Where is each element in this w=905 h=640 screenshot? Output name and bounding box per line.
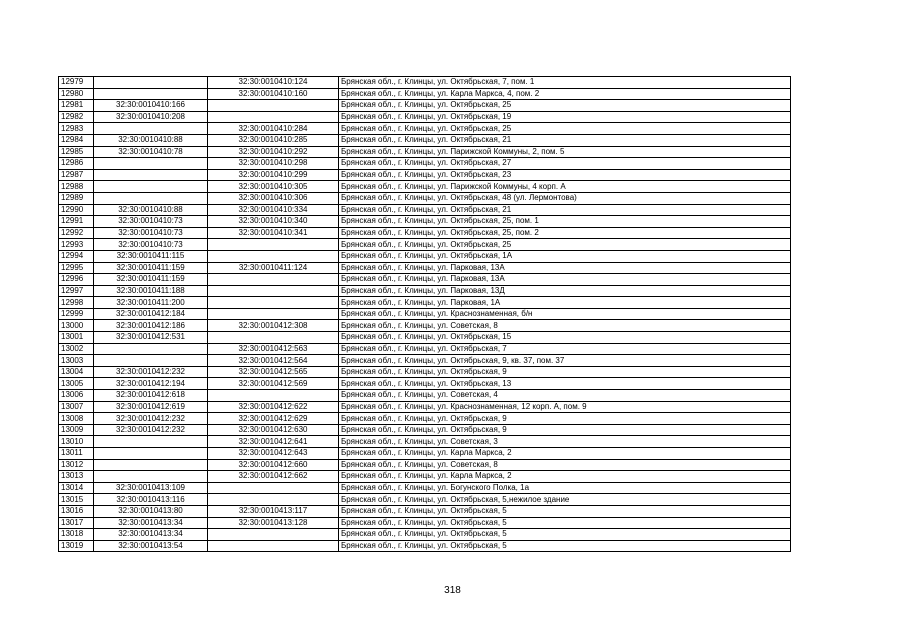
address-cell: Брянская обл., г. Клинцы, ул. Октябрьская, 13 — [339, 378, 791, 390]
table-row — [59, 181, 791, 193]
land-cadastral-number-cell: 32:30:0010413:54 — [94, 540, 208, 552]
address-cell: Брянская обл., г. Клинцы, ул. Карла Маркса, 2 — [339, 471, 791, 483]
land-cadastral-number-cell: 32:30:0010412:531 — [94, 332, 208, 344]
object-cadastral-number-cell: 32:30:0010410:284 — [208, 123, 339, 135]
object-cadastral-number-cell — [208, 332, 339, 344]
land-cadastral-number-cell — [94, 192, 208, 204]
address-cell: Брянская обл., г. Клинцы, ул. Парковая, 13А — [339, 262, 791, 274]
row-number-cell: 12993 — [59, 239, 94, 251]
object-cadastral-number-cell: 32:30:0010412:660 — [208, 459, 339, 471]
land-cadastral-number-cell: 32:30:0010410:208 — [94, 111, 208, 123]
land-cadastral-number-cell: 32:30:0010412:186 — [94, 320, 208, 332]
table-row — [59, 169, 791, 181]
address-cell: Брянская обл., г. Клинцы, ул. Октябрьская, 23 — [339, 169, 791, 181]
table-row — [59, 494, 791, 506]
address-cell: Брянская обл., г. Клинцы, ул. Парижской Коммуны, 4 корп. А — [339, 181, 791, 193]
row-number-cell: 13000 — [59, 320, 94, 332]
land-cadastral-number-cell — [94, 123, 208, 135]
table-row — [59, 471, 791, 483]
land-cadastral-number-cell: 32:30:0010413:34 — [94, 517, 208, 529]
object-cadastral-number-cell: 32:30:0010410:292 — [208, 146, 339, 158]
land-cadastral-number-cell: 32:30:0010412:618 — [94, 390, 208, 402]
row-number-cell: 13001 — [59, 332, 94, 344]
table-row — [59, 146, 791, 158]
row-number-cell: 12981 — [59, 100, 94, 112]
object-cadastral-number-cell: 32:30:0010412:308 — [208, 320, 339, 332]
row-number-cell: 12999 — [59, 308, 94, 320]
address-cell: Брянская обл., г. Клинцы, ул. Октябрьская, 25 — [339, 123, 791, 135]
object-cadastral-number-cell: 32:30:0010413:117 — [208, 505, 339, 517]
table-row — [59, 459, 791, 471]
table-row — [59, 111, 791, 123]
address-cell: Брянская обл., г. Клинцы, ул. Октябрьская, 25, пом. 1 — [339, 216, 791, 228]
address-cell: Брянская обл., г. Клинцы, ул. Октябрьская, 5 — [339, 505, 791, 517]
address-cell: Брянская обл., г. Клинцы, ул. Октябрьская, 5 — [339, 540, 791, 552]
table-row — [59, 274, 791, 286]
row-number-cell: 12990 — [59, 204, 94, 216]
row-number-cell: 13008 — [59, 413, 94, 425]
row-number-cell: 13016 — [59, 505, 94, 517]
row-number-cell: 12985 — [59, 146, 94, 158]
address-cell: Брянская обл., г. Клинцы, ул. Карла Маркса, 2 — [339, 448, 791, 460]
table-row — [59, 262, 791, 274]
object-cadastral-number-cell: 32:30:0010410:341 — [208, 227, 339, 239]
address-cell: Брянская обл., г. Клинцы, ул. Октябрьская, 7 — [339, 343, 791, 355]
land-cadastral-number-cell: 32:30:0010410:88 — [94, 204, 208, 216]
land-cadastral-number-cell: 32:30:0010410:88 — [94, 134, 208, 146]
row-number-cell: 13003 — [59, 355, 94, 367]
row-number-cell: 13007 — [59, 401, 94, 413]
land-cadastral-number-cell: 32:30:0010413:116 — [94, 494, 208, 506]
object-cadastral-number-cell — [208, 239, 339, 251]
address-cell: Брянская обл., г. Клинцы, ул. Краснознаменная, 12 корп. А, пом. 9 — [339, 401, 791, 413]
object-cadastral-number-cell: 32:30:0010413:128 — [208, 517, 339, 529]
row-number-cell: 13004 — [59, 366, 94, 378]
land-cadastral-number-cell: 32:30:0010413:109 — [94, 482, 208, 494]
row-number-cell: 13011 — [59, 448, 94, 460]
address-cell: Брянская обл., г. Клинцы, ул. Октябрьская, 9 — [339, 424, 791, 436]
object-cadastral-number-cell: 32:30:0010410:306 — [208, 192, 339, 204]
row-number-cell: 12989 — [59, 192, 94, 204]
address-cell: Брянская обл., г. Клинцы, ул. Октябрьская, 9 — [339, 413, 791, 425]
address-cell: Брянская обл., г. Клинцы, ул. Октябрьская, 25 — [339, 239, 791, 251]
table-row — [59, 355, 791, 367]
land-cadastral-number-cell — [94, 88, 208, 100]
land-cadastral-number-cell: 32:30:0010412:619 — [94, 401, 208, 413]
address-cell: Брянская обл., г. Клинцы, ул. Октябрьская, 5 — [339, 529, 791, 541]
row-number-cell: 12988 — [59, 181, 94, 193]
row-number-cell: 13012 — [59, 459, 94, 471]
land-cadastral-number-cell — [94, 436, 208, 448]
object-cadastral-number-cell — [208, 250, 339, 262]
cadastral-table-body — [59, 77, 791, 552]
address-cell: Брянская обл., г. Клинцы, ул. Октябрьская, 9, кв. 37, пом. 37 — [339, 355, 791, 367]
table-row — [59, 424, 791, 436]
object-cadastral-number-cell — [208, 494, 339, 506]
row-number-cell: 12980 — [59, 88, 94, 100]
row-number-cell: 12984 — [59, 134, 94, 146]
object-cadastral-number-cell: 32:30:0010412:565 — [208, 366, 339, 378]
table-row — [59, 297, 791, 309]
land-cadastral-number-cell — [94, 77, 208, 89]
row-number-cell: 12994 — [59, 250, 94, 262]
object-cadastral-number-cell: 32:30:0010412:564 — [208, 355, 339, 367]
address-cell: Брянская обл., г. Клинцы, ул. Карла Маркса, 4, пом. 2 — [339, 88, 791, 100]
table-row — [59, 158, 791, 170]
object-cadastral-number-cell: 32:30:0010412:643 — [208, 448, 339, 460]
row-number-cell: 13002 — [59, 343, 94, 355]
address-cell: Брянская обл., г. Клинцы, ул. Советская, 8 — [339, 320, 791, 332]
table-row — [59, 413, 791, 425]
address-cell: Брянская обл., г. Клинцы, ул. Парковая, 13Д — [339, 285, 791, 297]
object-cadastral-number-cell: 32:30:0010412:622 — [208, 401, 339, 413]
table-row — [59, 77, 791, 89]
object-cadastral-number-cell — [208, 100, 339, 112]
table-row — [59, 88, 791, 100]
table-row — [59, 366, 791, 378]
row-number-cell: 13019 — [59, 540, 94, 552]
land-cadastral-number-cell: 32:30:0010412:232 — [94, 366, 208, 378]
row-number-cell: 12983 — [59, 123, 94, 135]
address-cell: Брянская обл., г. Клинцы, ул. Парижской Коммуны, 2, пом. 5 — [339, 146, 791, 158]
object-cadastral-number-cell: 32:30:0010412:662 — [208, 471, 339, 483]
row-number-cell: 13010 — [59, 436, 94, 448]
table-row — [59, 216, 791, 228]
address-cell: Брянская обл., г. Клинцы, ул. Октябрьская, 21 — [339, 134, 791, 146]
land-cadastral-number-cell: 32:30:0010410:73 — [94, 227, 208, 239]
table-row — [59, 332, 791, 344]
row-number-cell: 13015 — [59, 494, 94, 506]
address-cell: Брянская обл., г. Клинцы, ул. Октябрьская, 5,нежилое здание — [339, 494, 791, 506]
land-cadastral-number-cell: 32:30:0010412:184 — [94, 308, 208, 320]
land-cadastral-number-cell: 32:30:0010413:34 — [94, 529, 208, 541]
land-cadastral-number-cell — [94, 448, 208, 460]
land-cadastral-number-cell — [94, 158, 208, 170]
row-number-cell: 13009 — [59, 424, 94, 436]
land-cadastral-number-cell — [94, 343, 208, 355]
land-cadastral-number-cell: 32:30:0010412:232 — [94, 424, 208, 436]
address-cell: Брянская обл., г. Клинцы, ул. Октябрьская, 1А — [339, 250, 791, 262]
table-row — [59, 436, 791, 448]
land-cadastral-number-cell: 32:30:0010410:166 — [94, 100, 208, 112]
land-cadastral-number-cell — [94, 459, 208, 471]
object-cadastral-number-cell — [208, 529, 339, 541]
object-cadastral-number-cell: 32:30:0010410:299 — [208, 169, 339, 181]
object-cadastral-number-cell — [208, 482, 339, 494]
table-row — [59, 448, 791, 460]
row-number-cell: 12987 — [59, 169, 94, 181]
object-cadastral-number-cell: 32:30:0010412:641 — [208, 436, 339, 448]
land-cadastral-number-cell: 32:30:0010413:80 — [94, 505, 208, 517]
table-row — [59, 390, 791, 402]
address-cell: Брянская обл., г. Клинцы, ул. Октябрьская, 27 — [339, 158, 791, 170]
address-cell: Брянская обл., г. Клинцы, ул. Октябрьская, 48 (ул. Лермонтова) — [339, 192, 791, 204]
table-row — [59, 540, 791, 552]
row-number-cell: 13013 — [59, 471, 94, 483]
land-cadastral-number-cell: 32:30:0010411:115 — [94, 250, 208, 262]
land-cadastral-number-cell: 32:30:0010410:73 — [94, 216, 208, 228]
row-number-cell: 12997 — [59, 285, 94, 297]
object-cadastral-number-cell: 32:30:0010412:630 — [208, 424, 339, 436]
row-number-cell: 13006 — [59, 390, 94, 402]
table-row — [59, 320, 791, 332]
address-cell: Брянская обл., г. Клинцы, ул. Советская, 4 — [339, 390, 791, 402]
address-cell: Брянская обл., г. Клинцы, ул. Советская, 3 — [339, 436, 791, 448]
row-number-cell: 12986 — [59, 158, 94, 170]
address-cell: Брянская обл., г. Клинцы, ул. Октябрьская, 19 — [339, 111, 791, 123]
row-number-cell: 13014 — [59, 482, 94, 494]
object-cadastral-number-cell: 32:30:0010411:124 — [208, 262, 339, 274]
address-cell: Брянская обл., г. Клинцы, ул. Октябрьская, 15 — [339, 332, 791, 344]
row-number-cell: 12982 — [59, 111, 94, 123]
table-row — [59, 308, 791, 320]
object-cadastral-number-cell: 32:30:0010412:563 — [208, 343, 339, 355]
address-cell: Брянская обл., г. Клинцы, ул. Октябрьская, 9 — [339, 366, 791, 378]
row-number-cell: 12995 — [59, 262, 94, 274]
object-cadastral-number-cell — [208, 297, 339, 309]
object-cadastral-number-cell — [208, 308, 339, 320]
cadastral-table — [58, 76, 791, 552]
address-cell: Брянская обл., г. Клинцы, ул. Краснознаменная, б/н — [339, 308, 791, 320]
object-cadastral-number-cell: 32:30:0010410:285 — [208, 134, 339, 146]
object-cadastral-number-cell: 32:30:0010410:160 — [208, 88, 339, 100]
address-cell: Брянская обл., г. Клинцы, ул. Парковая, 13А — [339, 274, 791, 286]
address-cell: Брянская обл., г. Клинцы, ул. Парковая, 1А — [339, 297, 791, 309]
row-number-cell: 13018 — [59, 529, 94, 541]
table-row — [59, 227, 791, 239]
table-row — [59, 517, 791, 529]
table-row — [59, 343, 791, 355]
object-cadastral-number-cell: 32:30:0010410:334 — [208, 204, 339, 216]
object-cadastral-number-cell: 32:30:0010412:629 — [208, 413, 339, 425]
land-cadastral-number-cell: 32:30:0010411:200 — [94, 297, 208, 309]
object-cadastral-number-cell — [208, 540, 339, 552]
land-cadastral-number-cell: 32:30:0010412:232 — [94, 413, 208, 425]
row-number-cell: 12998 — [59, 297, 94, 309]
land-cadastral-number-cell: 32:30:0010411:159 — [94, 274, 208, 286]
table-row — [59, 401, 791, 413]
address-cell: Брянская обл., г. Клинцы, ул. Богунского Полка, 1а — [339, 482, 791, 494]
table-row — [59, 123, 791, 135]
row-number-cell: 12991 — [59, 216, 94, 228]
land-cadastral-number-cell: 32:30:0010410:78 — [94, 146, 208, 158]
object-cadastral-number-cell — [208, 274, 339, 286]
object-cadastral-number-cell — [208, 111, 339, 123]
row-number-cell: 13005 — [59, 378, 94, 390]
address-cell: Брянская обл., г. Клинцы, ул. Октябрьская, 25 — [339, 100, 791, 112]
land-cadastral-number-cell — [94, 169, 208, 181]
table-row — [59, 250, 791, 262]
address-cell: Брянская обл., г. Клинцы, ул. Октябрьская, 21 — [339, 204, 791, 216]
land-cadastral-number-cell — [94, 355, 208, 367]
table-row — [59, 529, 791, 541]
address-cell: Брянская обл., г. Клинцы, ул. Октябрьская, 25, пом. 2 — [339, 227, 791, 239]
table-row — [59, 239, 791, 251]
address-cell: Брянская обл., г. Клинцы, ул. Советская, 8 — [339, 459, 791, 471]
land-cadastral-number-cell: 32:30:0010411:159 — [94, 262, 208, 274]
address-cell: Брянская обл., г. Клинцы, ул. Октябрьская, 5 — [339, 517, 791, 529]
object-cadastral-number-cell: 32:30:0010410:124 — [208, 77, 339, 89]
row-number-cell: 12979 — [59, 77, 94, 89]
row-number-cell: 12992 — [59, 227, 94, 239]
object-cadastral-number-cell — [208, 285, 339, 297]
table-row — [59, 378, 791, 390]
table-row — [59, 285, 791, 297]
table-row — [59, 505, 791, 517]
land-cadastral-number-cell — [94, 471, 208, 483]
row-number-cell: 13017 — [59, 517, 94, 529]
address-cell: Брянская обл., г. Клинцы, ул. Октябрьская, 7, пом. 1 — [339, 77, 791, 89]
land-cadastral-number-cell: 32:30:0010410:73 — [94, 239, 208, 251]
object-cadastral-number-cell: 32:30:0010410:305 — [208, 181, 339, 193]
table-row — [59, 204, 791, 216]
land-cadastral-number-cell: 32:30:0010412:194 — [94, 378, 208, 390]
table-row — [59, 134, 791, 146]
object-cadastral-number-cell: 32:30:0010410:340 — [208, 216, 339, 228]
page-number: 318 — [444, 585, 461, 596]
land-cadastral-number-cell: 32:30:0010411:188 — [94, 285, 208, 297]
object-cadastral-number-cell: 32:30:0010412:569 — [208, 378, 339, 390]
table-row — [59, 192, 791, 204]
row-number-cell: 12996 — [59, 274, 94, 286]
object-cadastral-number-cell — [208, 390, 339, 402]
table-row — [59, 100, 791, 112]
land-cadastral-number-cell — [94, 181, 208, 193]
object-cadastral-number-cell: 32:30:0010410:298 — [208, 158, 339, 170]
table-row — [59, 482, 791, 494]
